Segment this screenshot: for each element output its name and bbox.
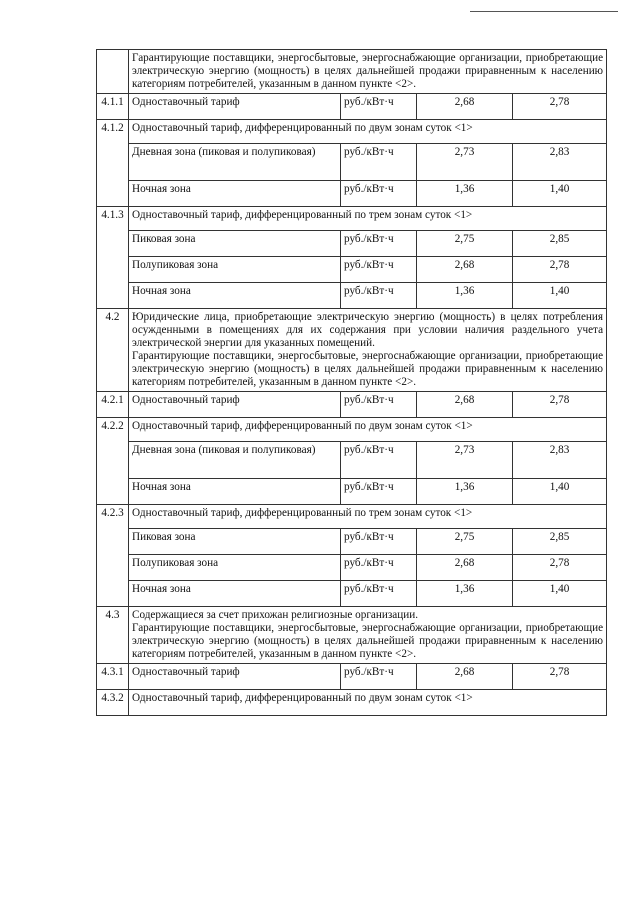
unit: руб./кВт·ч xyxy=(341,144,417,181)
tariff-name: Одноставочный тариф xyxy=(129,94,341,120)
table-row xyxy=(97,231,607,257)
tariff-table xyxy=(96,49,607,716)
description-paragraph: Гарантирующие поставщики, энергосбытовые, энергоснабжающие организации, приобретающие электрическую энергию (мощность) в целях дальнейшей продажи приравненным к населению категориям потребителей, указанным в данном пункте <2>. xyxy=(132,350,604,388)
tariff-name: Одноставочный тариф, дифференцированный по трем зонам суток <1> xyxy=(129,207,607,231)
unit: руб./кВт·ч xyxy=(341,529,417,555)
table-row xyxy=(97,442,607,479)
table-row xyxy=(97,120,607,144)
value-period-1: 2,75 xyxy=(417,231,513,257)
zone-name: Полупиковая зона xyxy=(129,555,341,581)
table-row xyxy=(97,257,607,283)
tariff-name: Одноставочный тариф, дифференцированный по двум зонам суток <1> xyxy=(129,418,607,442)
unit: руб./кВт·ч xyxy=(341,392,417,418)
table-row xyxy=(97,555,607,581)
value-period-1: 2,73 xyxy=(417,144,513,181)
table-row xyxy=(97,94,607,120)
description-paragraph: Гарантирующие поставщики, энергосбытовые, энергоснабжающие организации, приобретающие электрическую энергию (мощность) в целях дальнейшей продажи приравненным к населению категориям потребителей, указанным в данном пункте <2>. xyxy=(132,622,604,660)
table-row xyxy=(97,181,607,207)
unit: руб./кВт·ч xyxy=(341,181,417,207)
value-period-2: 2,83 xyxy=(513,144,607,181)
value-period-2: 2,85 xyxy=(513,231,607,257)
unit: руб./кВт·ч xyxy=(341,581,417,607)
table-row xyxy=(97,664,607,690)
row-description xyxy=(129,607,607,664)
row-number xyxy=(97,50,129,94)
value-period-1: 2,75 xyxy=(417,529,513,555)
zone-name: Ночная зона xyxy=(129,581,341,607)
row-number: 4.3.2 xyxy=(97,690,129,716)
row-number: 4.2.3 xyxy=(97,505,129,607)
tariff-name: Одноставочный тариф, дифференцированный по двум зонам суток <1> xyxy=(129,120,607,144)
row-number: 4.2.1 xyxy=(97,392,129,418)
unit: руб./кВт·ч xyxy=(341,231,417,257)
row-description xyxy=(129,309,607,392)
value-period-1: 2,73 xyxy=(417,442,513,479)
value-period-2: 2,78 xyxy=(513,94,607,120)
value-period-1: 2,68 xyxy=(417,392,513,418)
tariff-name: Одноставочный тариф xyxy=(129,392,341,418)
value-period-2: 1,40 xyxy=(513,581,607,607)
zone-name: Дневная зона (пиковая и полупиковая) xyxy=(129,442,341,479)
unit: руб./кВт·ч xyxy=(341,94,417,120)
value-period-1: 2,68 xyxy=(417,555,513,581)
value-period-1: 2,68 xyxy=(417,257,513,283)
tariff-name: Одноставочный тариф, дифференцированный по трем зонам суток <1> xyxy=(129,505,607,529)
value-period-2: 2,78 xyxy=(513,392,607,418)
row-description: Гарантирующие поставщики, энергосбытовые, энергоснабжающие организации, приобретающие электрическую энергию (мощность) в целях дальнейшей продажи приравненным к населению категориям потребителей, указанным в данном пункте <2>. xyxy=(129,50,607,94)
value-period-2: 1,40 xyxy=(513,181,607,207)
unit: руб./кВт·ч xyxy=(341,442,417,479)
unit: руб./кВт·ч xyxy=(341,664,417,690)
unit: руб./кВт·ч xyxy=(341,479,417,505)
table-row xyxy=(97,607,607,664)
table-row xyxy=(97,479,607,505)
table-row xyxy=(97,50,607,94)
table-row xyxy=(97,144,607,181)
table-row xyxy=(97,505,607,529)
row-number: 4.1.3 xyxy=(97,207,129,309)
value-period-1: 1,36 xyxy=(417,581,513,607)
description-paragraph: Юридические лица, приобретающие электрическую энергию (мощность) в целях потребления осужденными в помещениях для их содержания при условии наличия раздельного учета электрической энергии для указанных помещений. xyxy=(132,311,604,349)
table-row xyxy=(97,690,607,716)
value-period-1: 2,68 xyxy=(417,664,513,690)
row-number: 4.2 xyxy=(97,309,129,392)
row-number: 4.2.2 xyxy=(97,418,129,505)
value-period-2: 2,78 xyxy=(513,664,607,690)
unit: руб./кВт·ч xyxy=(341,283,417,309)
zone-name: Ночная зона xyxy=(129,479,341,505)
value-period-2: 1,40 xyxy=(513,283,607,309)
row-number: 4.3.1 xyxy=(97,664,129,690)
row-number: 4.1.2 xyxy=(97,120,129,207)
zone-name: Ночная зона xyxy=(129,283,341,309)
value-period-1: 1,36 xyxy=(417,181,513,207)
value-period-2: 2,78 xyxy=(513,257,607,283)
table-row xyxy=(97,529,607,555)
value-period-1: 1,36 xyxy=(417,283,513,309)
table-row xyxy=(97,581,607,607)
zone-name: Пиковая зона xyxy=(129,231,341,257)
value-period-2: 2,83 xyxy=(513,442,607,479)
unit: руб./кВт·ч xyxy=(341,555,417,581)
table-row xyxy=(97,207,607,231)
unit: руб./кВт·ч xyxy=(341,257,417,283)
tariff-name: Одноставочный тариф, дифференцированный по двум зонам суток <1> xyxy=(129,690,607,716)
zone-name: Дневная зона (пиковая и полупиковая) xyxy=(129,144,341,181)
table-row xyxy=(97,309,607,392)
value-period-2: 1,40 xyxy=(513,479,607,505)
value-period-1: 1,36 xyxy=(417,479,513,505)
zone-name: Полупиковая зона xyxy=(129,257,341,283)
value-period-2: 2,85 xyxy=(513,529,607,555)
row-number: 4.1.1 xyxy=(97,94,129,120)
table-row xyxy=(97,283,607,309)
value-period-2: 2,78 xyxy=(513,555,607,581)
header-rule xyxy=(470,11,618,12)
value-period-1: 2,68 xyxy=(417,94,513,120)
table-row xyxy=(97,392,607,418)
table-row xyxy=(97,418,607,442)
description-paragraph: Содержащиеся за счет прихожан религиозные организации. xyxy=(132,609,419,621)
zone-name: Ночная зона xyxy=(129,181,341,207)
row-number: 4.3 xyxy=(97,607,129,664)
zone-name: Пиковая зона xyxy=(129,529,341,555)
tariff-name: Одноставочный тариф xyxy=(129,664,341,690)
